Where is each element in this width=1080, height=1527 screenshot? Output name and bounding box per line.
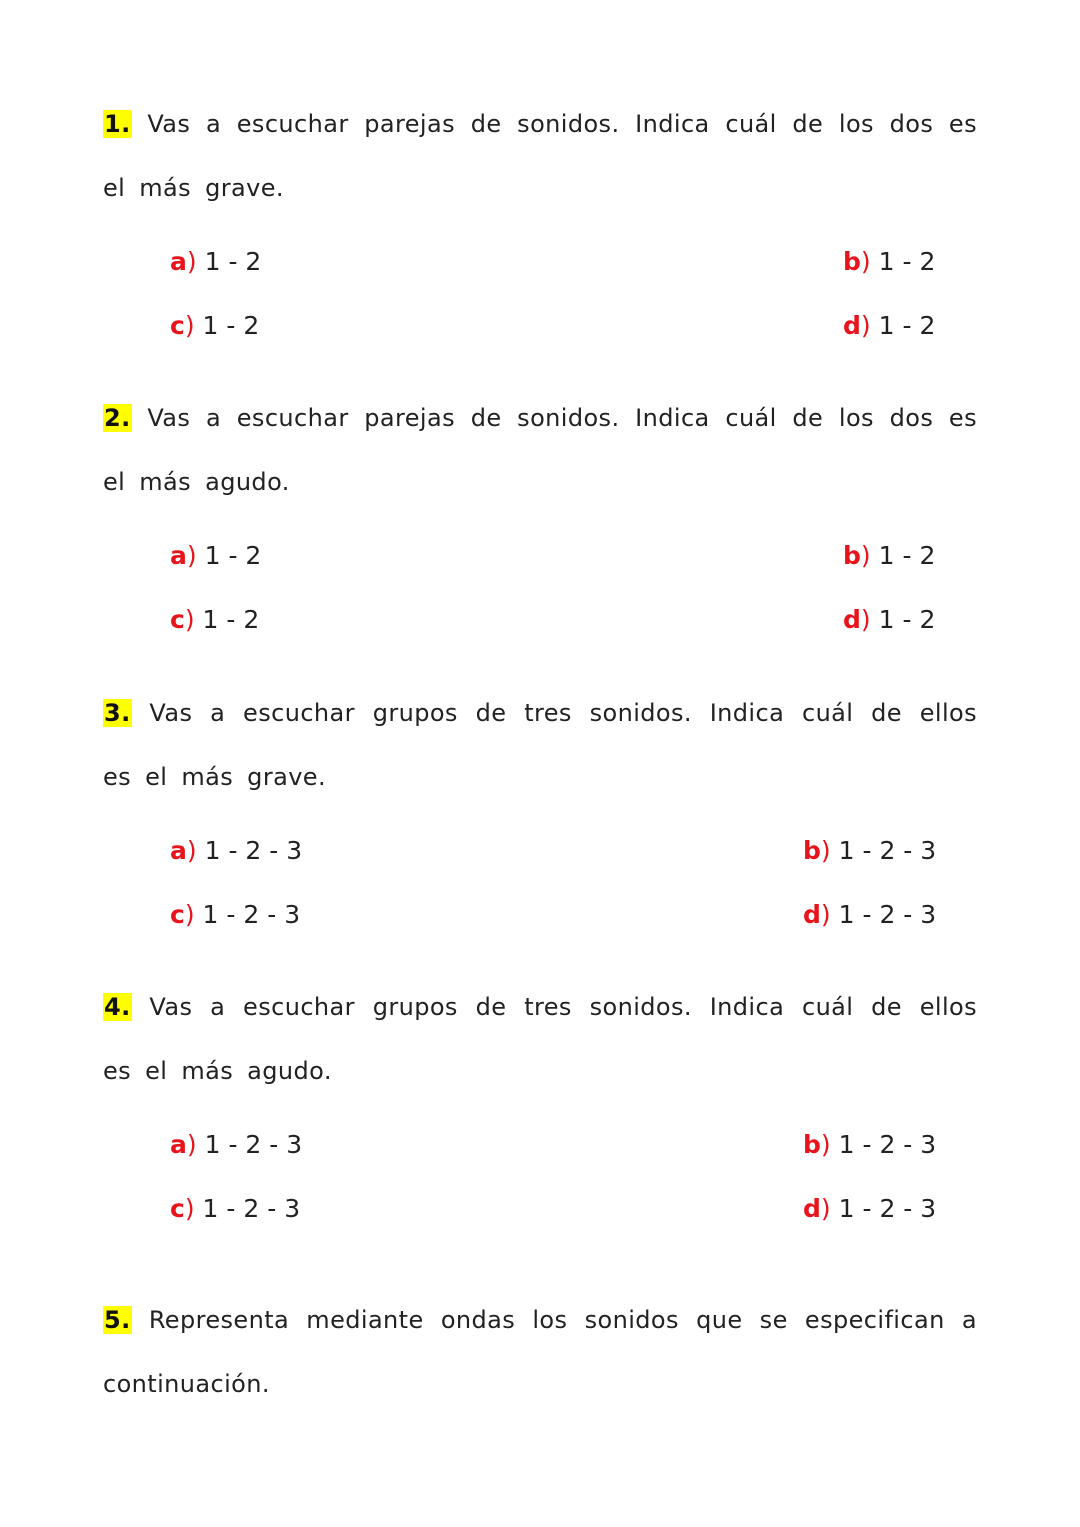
option-a <box>170 835 302 867</box>
option-a <box>170 246 261 278</box>
question-5 <box>103 1288 977 1416</box>
option-b <box>843 540 935 572</box>
option-a <box>170 1129 302 1161</box>
option-value: 1 - 2 - 3 <box>838 1130 937 1159</box>
option-letter: b) <box>803 1130 831 1159</box>
options-grid <box>103 1125 977 1253</box>
option-letter: c) <box>170 900 195 929</box>
question-2 <box>103 386 977 664</box>
question-text: Vas a escuchar grupos de tres sonidos. Indica cuál de ellos es el más grave. <box>103 699 978 791</box>
option-value: 1 - 2 - 3 <box>838 1194 937 1223</box>
option-letter: c) <box>170 605 195 634</box>
question-text: Representa mediante ondas los sonidos que se especifican a continuación. <box>103 1306 977 1398</box>
question-number: 5. <box>104 1306 131 1334</box>
option-value: 1 - 2 <box>204 541 262 570</box>
option-d <box>803 1193 936 1225</box>
option-b <box>843 246 935 278</box>
question-3-text-block <box>103 681 977 809</box>
option-letter: b) <box>843 541 871 570</box>
question-text: Vas a escuchar grupos de tres sonidos. Indica cuál de ellos es el más agudo. <box>103 993 978 1085</box>
option-value: 1 - 2 <box>204 247 262 276</box>
option-letter: c) <box>170 311 195 340</box>
option-b <box>803 1129 936 1161</box>
option-letter: c) <box>170 1194 195 1223</box>
question-2-text-block <box>103 386 977 514</box>
option-value: 1 - 2 - 3 <box>838 900 937 929</box>
option-letter: a) <box>170 541 197 570</box>
option-letter: a) <box>170 1130 197 1159</box>
option-letter: a) <box>170 247 197 276</box>
option-c <box>170 604 259 636</box>
option-letter: d) <box>843 605 871 634</box>
options-grid <box>103 536 977 664</box>
option-letter: a) <box>170 836 197 865</box>
option-letter: d) <box>803 1194 831 1223</box>
question-number: 1. <box>104 110 131 138</box>
option-d <box>843 310 935 342</box>
question-4-text-block <box>103 975 977 1103</box>
question-number: 2. <box>104 404 131 432</box>
option-value: 1 - 2 - 3 <box>204 836 303 865</box>
option-c <box>170 1193 300 1225</box>
option-a <box>170 540 261 572</box>
option-value: 1 - 2 - 3 <box>204 1130 303 1159</box>
option-letter: b) <box>843 247 871 276</box>
question-1 <box>103 92 977 370</box>
option-c <box>170 310 259 342</box>
question-1-text-block <box>103 92 977 220</box>
question-3 <box>103 681 977 959</box>
option-letter: d) <box>803 900 831 929</box>
option-value: 1 - 2 - 3 <box>202 900 301 929</box>
question-text: Vas a escuchar parejas de sonidos. Indica cuál de los dos es el más grave. <box>103 110 977 202</box>
option-c <box>170 899 300 931</box>
option-value: 1 - 2 - 3 <box>202 1194 301 1223</box>
option-b <box>803 835 936 867</box>
option-letter: b) <box>803 836 831 865</box>
option-value: 1 - 2 - 3 <box>838 836 937 865</box>
option-value: 1 - 2 <box>878 541 936 570</box>
options-grid <box>103 831 977 959</box>
option-value: 1 - 2 <box>878 247 936 276</box>
question-4 <box>103 975 977 1253</box>
options-grid <box>103 242 977 370</box>
option-d <box>803 899 936 931</box>
option-value: 1 - 2 <box>202 311 260 340</box>
option-letter: d) <box>843 311 871 340</box>
option-value: 1 - 2 <box>878 311 936 340</box>
option-value: 1 - 2 <box>202 605 260 634</box>
question-text: Vas a escuchar parejas de sonidos. Indica cuál de los dos es el más agudo. <box>103 404 977 496</box>
option-value: 1 - 2 <box>878 605 936 634</box>
option-d <box>843 604 935 636</box>
question-number: 4. <box>104 993 131 1021</box>
question-number: 3. <box>104 699 131 727</box>
question-5-text-block <box>103 1288 977 1416</box>
